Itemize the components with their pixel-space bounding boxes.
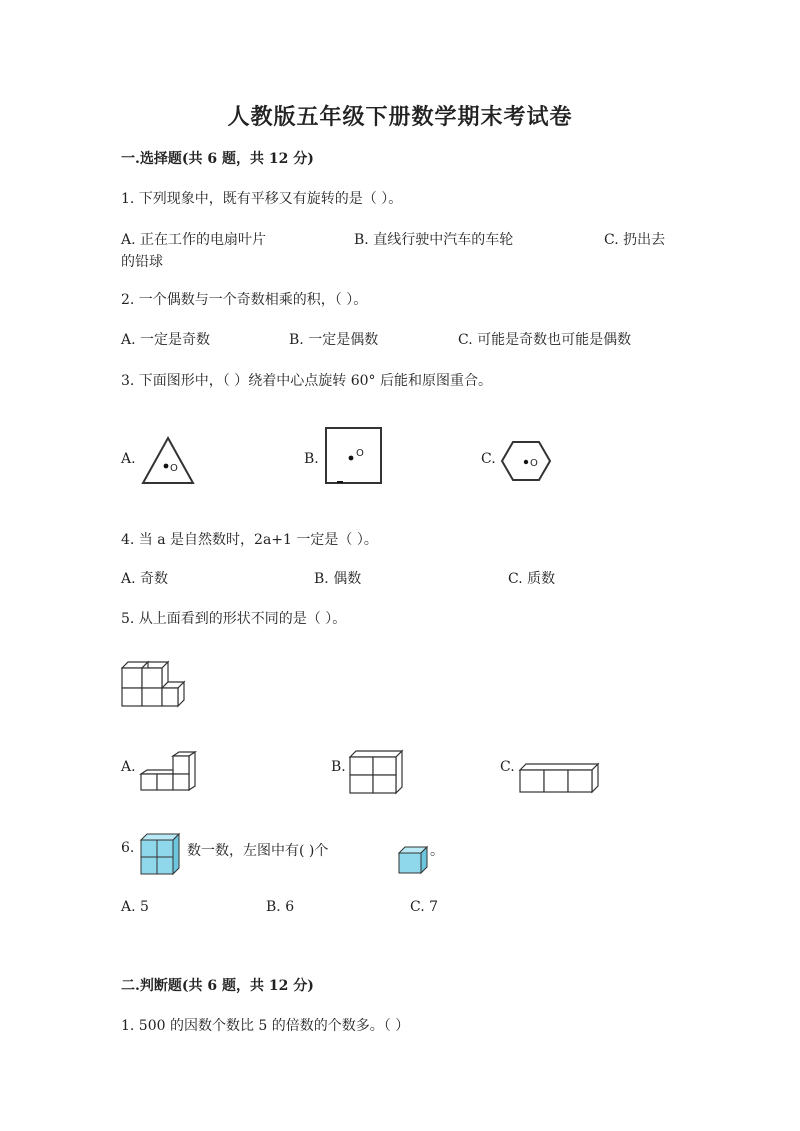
view-b-figure [350, 751, 404, 795]
question-2-option-a[interactable]: A. 一定是奇数 [121, 332, 211, 348]
section-1-heading: 一.选择题(共 6 题，共 12 分) [121, 151, 314, 167]
question-6-option-a[interactable]: A. 5 [121, 899, 149, 915]
view-c-figure [518, 764, 600, 794]
square-marker: O [356, 448, 364, 459]
triangle-figure [140, 435, 196, 487]
cube-stack-figure [122, 662, 188, 708]
question-5-stem: 5. 从上面看到的形状不同的是（ ）。 [121, 611, 347, 627]
question-3-stem: 3. 下面图形中，（ ）绕着中心点旋转 60° 后能和原图重合。 [121, 373, 492, 389]
question-1-option-c-continued: 的铅球 [121, 254, 163, 270]
question-3-option-c[interactable]: C. [481, 451, 496, 467]
question-5-option-b[interactable]: B. [331, 759, 346, 775]
page-title: 人教版五年级下册数学期末考试卷 [227, 104, 573, 130]
question-1-option-a[interactable]: A. 正在工作的电扇叶片 [121, 232, 267, 248]
square-figure [324, 426, 384, 486]
question-3-option-a[interactable]: A. [121, 451, 136, 467]
question-5-option-a[interactable]: A. [121, 759, 136, 775]
hexagon-marker: O [530, 458, 538, 469]
question-6-option-c[interactable]: C. 7 [410, 899, 439, 915]
single-blue-cube-icon [397, 847, 429, 875]
question-6-number: 6. [121, 840, 135, 856]
section-2-heading: 二.判断题(共 6 题，共 12 分) [121, 978, 314, 994]
question-1-option-c[interactable]: C. 扔出去 [604, 232, 666, 248]
question-2-option-b[interactable]: B. 一定是偶数 [289, 332, 379, 348]
question-6-stem: 数一数，左图中有( )个 [187, 843, 329, 859]
question-1-option-b[interactable]: B. 直线行驶中汽车的车轮 [354, 232, 514, 248]
question-3-option-b[interactable]: B. [304, 451, 319, 467]
question-2-option-c[interactable]: C. 可能是奇数也可能是偶数 [458, 332, 632, 348]
question-1-stem: 1. 下列现象中，既有平移又有旋转的是（ ）。 [121, 191, 403, 207]
question-4-option-b[interactable]: B. 偶数 [314, 571, 362, 587]
question-4-stem: 4. 当 a 是自然数时，2a+1 一定是（ ）。 [121, 532, 378, 548]
question-4-option-a[interactable]: A. 奇数 [121, 571, 169, 587]
view-a-figure [139, 752, 197, 794]
hexagon-figure [500, 440, 552, 484]
question-5-option-c[interactable]: C. [500, 759, 515, 775]
blue-cube-stack-figure [141, 834, 185, 876]
question-4-option-c[interactable]: C. 质数 [508, 571, 556, 587]
triangle-marker: O [170, 463, 178, 474]
question-6-stem-end: 。 [430, 843, 444, 859]
question-2-stem: 2. 一个偶数与一个奇数相乘的积，（ ）。 [121, 292, 368, 308]
question-6-option-b[interactable]: B. 6 [266, 899, 295, 915]
judgment-1-stem: 1. 500 的因数个数比 5 的倍数的个数多。（ ） [121, 1018, 410, 1034]
